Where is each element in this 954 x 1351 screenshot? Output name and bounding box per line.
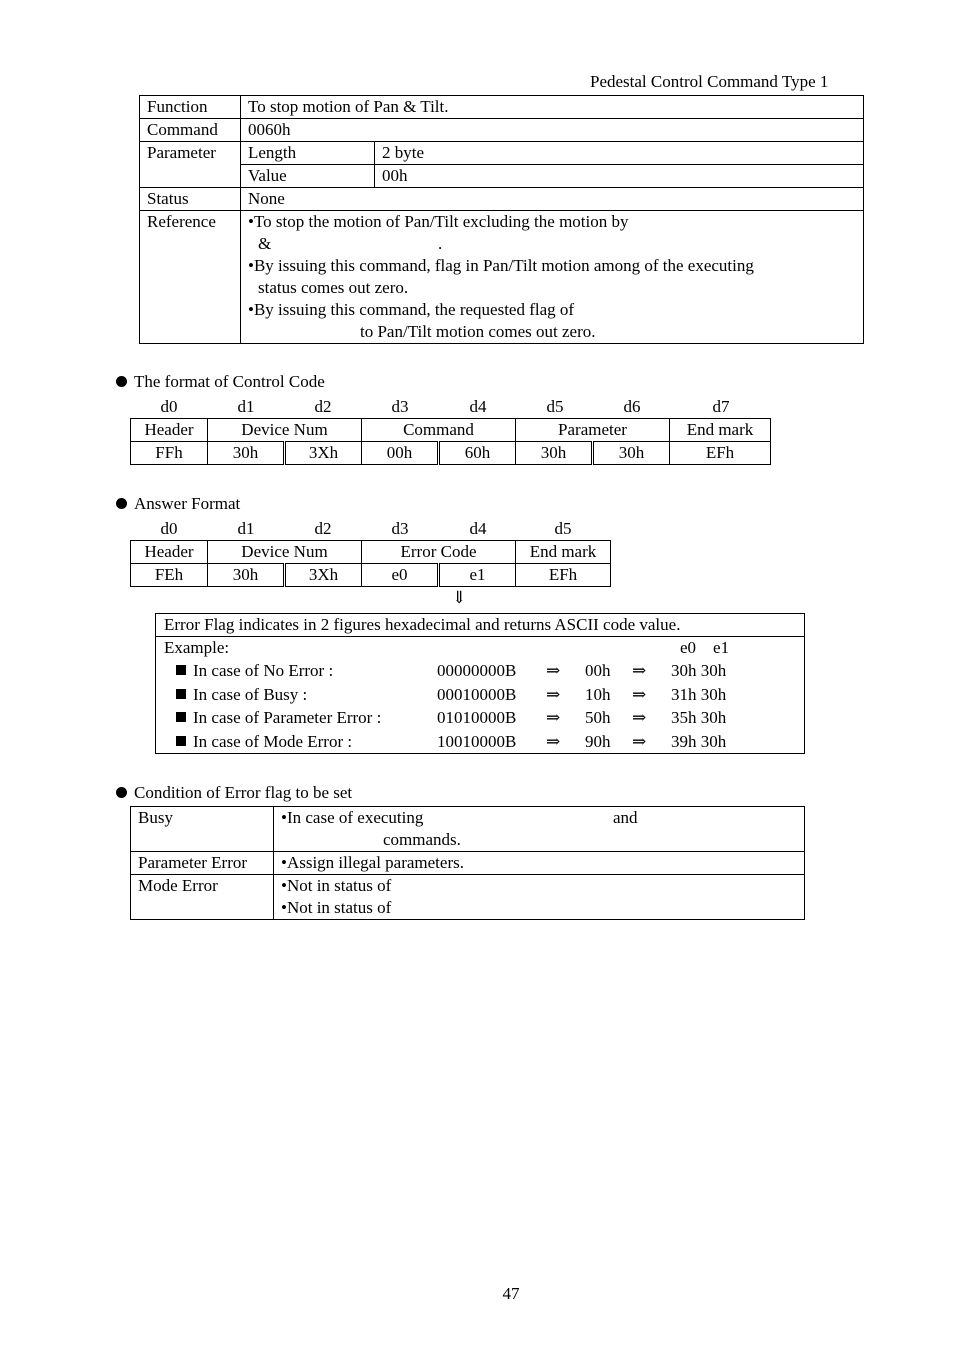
page-header: Pedestal Control Command Type 1 (590, 72, 829, 91)
arrow-icon: ⇒ (546, 732, 561, 751)
answer-format-title-text: Answer Format (134, 494, 241, 513)
error-row-hex: 90h (585, 732, 611, 751)
mode-error-label: Mode Error (131, 875, 274, 920)
square-bullet-icon (176, 736, 186, 746)
parameter-label: Parameter (140, 142, 241, 188)
error-row-label: In case of Parameter Error : (193, 708, 382, 727)
value-cell: 3Xh (285, 442, 362, 465)
busy-line-1 (281, 807, 797, 829)
error-row-bin: 00010000B (437, 685, 517, 704)
d-label: d1 (237, 519, 255, 538)
arrow-icon: ⇒ (632, 708, 647, 727)
header-cell: Header (131, 419, 208, 442)
value-cell: e1 (439, 564, 516, 587)
busy-value (274, 807, 805, 852)
error-row-bin: 00000000B (437, 661, 517, 680)
error-row-label: In case of Busy : (193, 685, 308, 704)
answer-format-title (116, 494, 240, 514)
status-value: None (241, 188, 864, 211)
d-label: d3 (391, 397, 409, 416)
reference-label: Reference (140, 211, 241, 344)
example-label: Example: (164, 638, 230, 657)
ref-line-2 (248, 233, 856, 255)
square-bullet-icon (176, 712, 186, 722)
end-mark-cell: End mark (516, 541, 611, 564)
error-row (176, 661, 796, 683)
d-label: d6 (623, 397, 641, 416)
arrow-icon: ⇒ (632, 732, 647, 751)
busy-text-a: •In case of executing (281, 808, 424, 827)
d-label: d0 (160, 519, 178, 538)
ref-line-5: •By issuing this command, the requested flag of (248, 300, 575, 319)
mode-line-1: •Not in status of (281, 876, 392, 895)
error-row-label: In case of No Error : (193, 661, 334, 680)
arrow-icon: ⇒ (546, 685, 561, 704)
value-cell: 30h (516, 442, 593, 465)
device-num-cell: Device Num (208, 541, 362, 564)
value-value: 00h (375, 165, 864, 188)
square-bullet-icon (176, 665, 186, 675)
error-row (176, 685, 796, 707)
d-label: d7 (712, 397, 730, 416)
value-cell: 30h (593, 442, 670, 465)
ref-period: . (438, 234, 443, 253)
answer-format-table (130, 540, 611, 587)
arrow-icon: ⇒ (632, 661, 647, 680)
d-label: d2 (314, 397, 332, 416)
parameter-cell: Parameter (516, 419, 670, 442)
control-format-title-text: The format of Control Code (134, 372, 325, 391)
bullet-icon (116, 787, 127, 798)
value-cell: 60h (439, 442, 516, 465)
command-value: 0060h (241, 119, 864, 142)
error-row-hex: 00h (585, 661, 611, 680)
bullet-icon (116, 498, 127, 509)
value-cell: EFh (516, 564, 611, 587)
busy-label: Busy (131, 807, 274, 852)
d-label: d5 (546, 397, 564, 416)
control-code-table (130, 418, 771, 465)
mode-error-value (274, 875, 805, 920)
length-label: Length (241, 142, 375, 165)
error-row-ascii: 30h 30h (671, 661, 727, 680)
d-label: d5 (554, 519, 572, 538)
error-condition-table (130, 806, 805, 920)
length-value: 2 byte (375, 142, 864, 165)
d-label: d2 (314, 519, 332, 538)
error-row-bin: 01010000B (437, 708, 517, 727)
control-format-title (116, 372, 325, 392)
command-spec-table (139, 95, 864, 344)
value-cell: FEh (131, 564, 208, 587)
d-label: d1 (237, 397, 255, 416)
ref-line-6: to Pan/Tilt motion comes out zero. (360, 322, 596, 341)
command-cell: Command (362, 419, 516, 442)
ref-amp: & (258, 234, 272, 253)
d-label: d3 (391, 519, 409, 538)
error-row (176, 732, 796, 754)
error-row-ascii: 39h 30h (671, 732, 727, 751)
condition-title (116, 783, 352, 803)
value-cell: e0 (362, 564, 439, 587)
param-error-value: •Assign illegal parameters. (274, 852, 805, 875)
page-number: 47 (502, 1284, 520, 1303)
arrow-icon: ⇒ (632, 685, 647, 704)
bullet-icon (116, 376, 127, 387)
error-flag-box (155, 613, 805, 754)
function-value: To stop motion of Pan & Tilt. (241, 96, 864, 119)
error-row-bin: 10010000B (437, 732, 517, 751)
value-cell: FFh (131, 442, 208, 465)
function-label: Function (140, 96, 241, 119)
square-bullet-icon (176, 689, 186, 699)
command-label: Command (140, 119, 241, 142)
value-cell: 3Xh (285, 564, 362, 587)
arrow-icon: ⇒ (546, 708, 561, 727)
mode-line-2: •Not in status of (281, 898, 392, 917)
error-row-ascii: 31h 30h (671, 685, 727, 704)
value-cell: 00h (362, 442, 439, 465)
down-arrow-icon: ⇓ (452, 588, 467, 607)
ref-line-3: •By issuing this command, flag in Pan/Tilt motion among of the executing (248, 256, 754, 275)
value-cell: 30h (208, 442, 285, 465)
error-row-label: In case of Mode Error : (193, 732, 353, 751)
value-label: Value (241, 165, 375, 188)
device-num-cell: Device Num (208, 419, 362, 442)
value-cell: 30h (208, 564, 285, 587)
arrow-icon: ⇒ (546, 661, 561, 680)
value-cell: EFh (670, 442, 771, 465)
error-row-ascii: 35h 30h (671, 708, 727, 727)
d-label: d0 (160, 397, 178, 416)
error-row-hex: 50h (585, 708, 611, 727)
status-label: Status (140, 188, 241, 211)
end-mark-cell: End mark (670, 419, 771, 442)
reference-value (241, 211, 864, 344)
error-row (176, 708, 796, 730)
error-flag-title: Error Flag indicates in 2 figures hexadecimal and returns ASCII code value. (156, 614, 804, 637)
ref-line-4: status comes out zero. (258, 278, 409, 297)
d-label: d4 (469, 397, 487, 416)
error-row-hex: 10h (585, 685, 611, 704)
d-label: d4 (469, 519, 487, 538)
busy-line-2: commands. (383, 830, 461, 849)
error-code-cell: Error Code (362, 541, 516, 564)
condition-title-text: Condition of Error flag to be set (134, 783, 353, 802)
header-cell: Header (131, 541, 208, 564)
ref-line-1: •To stop the motion of Pan/Tilt excluding the motion by (248, 212, 629, 231)
param-error-label: Parameter Error (131, 852, 274, 875)
e0-e1-label: e0 e1 (680, 638, 730, 657)
busy-text-and: and (613, 808, 638, 827)
